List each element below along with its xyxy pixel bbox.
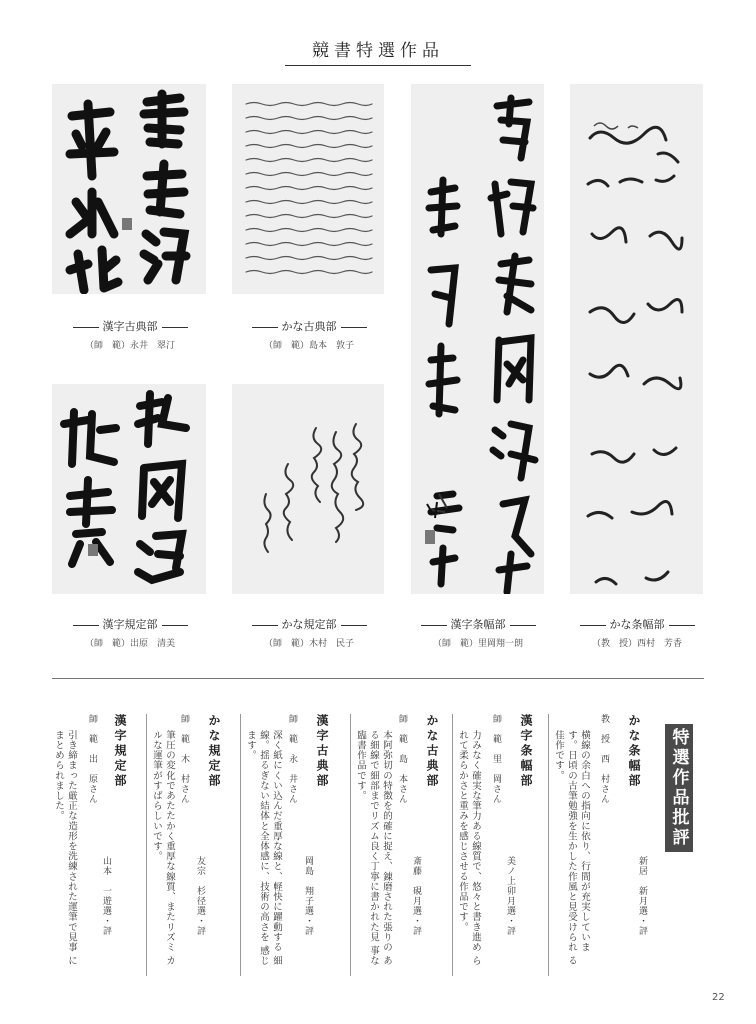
section-divider xyxy=(52,678,704,679)
caption-label: かな規定部 xyxy=(281,618,337,631)
critique-text: 深く紙にくい込んだ重厚な線と、軽快に躍動する 細線。揺るぎない結体と全体感に、技術の高さを 感じます。 xyxy=(245,730,282,966)
critique-text: 横線の余白への指向に依り、行間が充実していま す。日頃の古筆勉強を生かした作風と見受けられ る佳作です。 xyxy=(553,730,590,966)
caption-kana-jofuku xyxy=(557,616,717,632)
column-separator xyxy=(350,714,351,976)
critique-category: 漢字規定部 xyxy=(113,714,127,789)
critique-teacher: 師 範 木 村さん xyxy=(179,714,189,804)
author-kanji-kitei: （師 範）出原 清美 xyxy=(84,639,175,649)
caption-label: 漢字規定部 xyxy=(102,618,158,631)
critique-category: かな古典部 xyxy=(425,714,439,789)
column-separator xyxy=(146,714,147,976)
author-kana-kitei: （師 範）木村 民子 xyxy=(263,639,354,649)
artwork-kanji-koten xyxy=(52,84,206,294)
critique-text: 力みなく確実な筆力ある線質で、悠々と書き進め られて柔らかさと重みを感じさせる作品です。 xyxy=(457,730,481,966)
caption-kana-kitei xyxy=(229,616,389,632)
critique-signature: 山本 一遊選・評 xyxy=(101,856,111,936)
critique-category: 漢字条幅部 xyxy=(519,714,533,789)
caption-kanji-jofuku xyxy=(398,616,558,632)
caption-kanji-kitei xyxy=(50,616,210,632)
artwork-kana-koten xyxy=(232,84,384,294)
critique-teacher: 師 範 里 岡さん xyxy=(491,714,501,804)
critique-teacher: 師 範 永 井さん xyxy=(287,714,297,804)
author-kanji-koten: （師 範）永井 翠汀 xyxy=(84,341,175,351)
critique-category: 漢字古典部 xyxy=(315,714,329,789)
critique-text: 引き締まった厳正な造形を洗練された運筆で見事 にまとめられました。 xyxy=(53,730,77,966)
critique-signature: 岡島 翔子選・評 xyxy=(303,856,313,936)
column-separator xyxy=(452,714,453,976)
artwork-kana-jofuku xyxy=(570,84,703,594)
critique-category: かな条幅部 xyxy=(627,714,641,789)
critique-teacher: 教 授 西 村さん xyxy=(599,714,609,804)
critique-category: かな規定部 xyxy=(207,714,221,789)
artwork-kana-kitei xyxy=(232,384,384,594)
critique-teacher: 師 範 島 本さん xyxy=(397,714,407,804)
critique-signature: 斎藤 硯月選・評 xyxy=(411,856,421,936)
critique-heading: 特選作品批評 xyxy=(665,724,693,852)
column-separator xyxy=(240,714,241,976)
artwork-kanji-kitei xyxy=(52,384,206,594)
page-number: 22 xyxy=(712,992,725,1003)
critique-teacher: 師 範 出 原さん xyxy=(87,714,97,804)
caption-kana-koten xyxy=(229,318,389,334)
caption-label: かな古典部 xyxy=(281,320,337,333)
caption-label: 漢字条幅部 xyxy=(450,618,506,631)
author-kana-koten: （師 範）島本 敦子 xyxy=(263,341,354,351)
critique-signature: 友宗 杉径選・評 xyxy=(195,856,205,936)
caption-label: 漢字古典部 xyxy=(102,320,158,333)
column-separator xyxy=(548,714,549,976)
artwork-kanji-jofuku xyxy=(411,84,544,594)
critique-text: 本阿弥切の特徴を的確に捉え、錬磨された張りの ある細線で細部までリズム良く丁寧に書かれた見 事な臨書作品です。 xyxy=(355,730,392,966)
critique-text: 筆圧の変化であたたかく重厚な線質、またリズミ カルな運筆がすばらしいです。 xyxy=(151,730,175,966)
page-title: 競書特選作品 xyxy=(285,36,471,66)
caption-kanji-koten xyxy=(50,318,210,334)
caption-label: かな条幅部 xyxy=(609,618,665,631)
author-kana-jofuku: （教 授）西村 芳香 xyxy=(591,639,682,649)
critique-signature: 新居 新月選・評 xyxy=(637,856,647,936)
critique-signature: 美ノ上卯月選・評 xyxy=(505,856,515,936)
author-kanji-jofuku: （師 範）里岡翔一朗 xyxy=(432,639,523,649)
